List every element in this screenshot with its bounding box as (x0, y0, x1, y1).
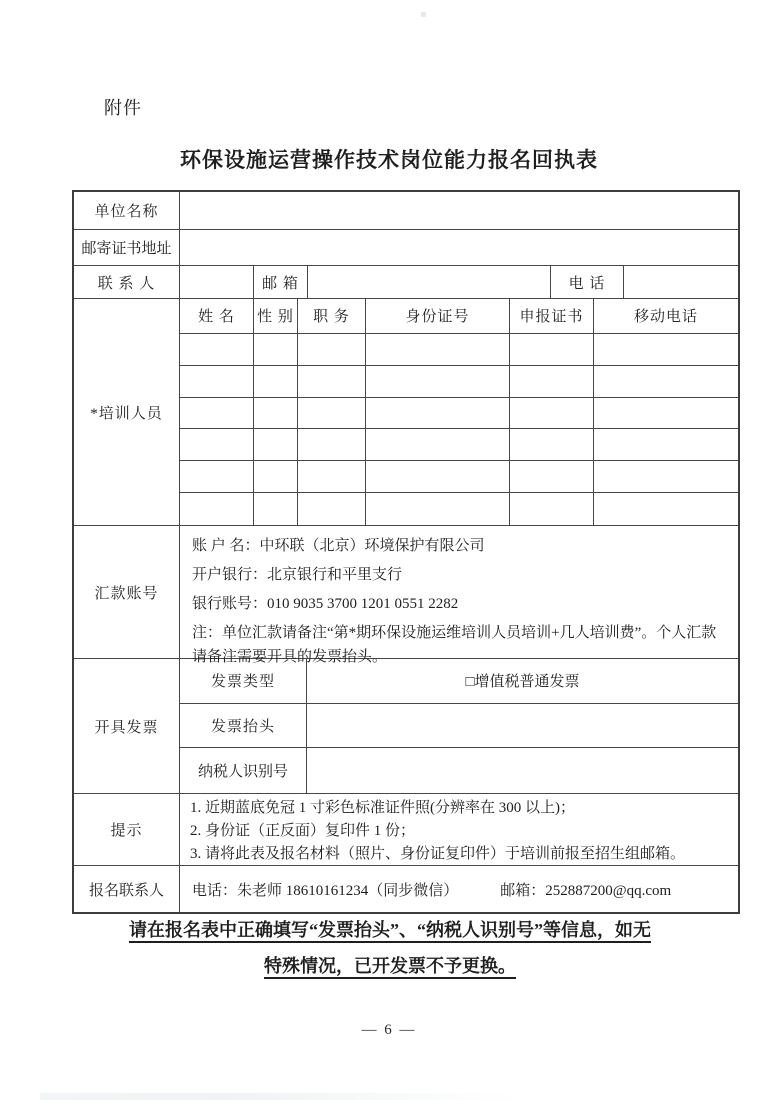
trainee-cell (594, 493, 738, 525)
trainee-cell (298, 493, 366, 525)
registration-contact-details (180, 866, 738, 912)
invoice-title-label: 发票抬头 (180, 704, 307, 748)
trainee-cell (180, 461, 254, 492)
trainee-cell (254, 429, 298, 460)
tips-list (180, 794, 738, 865)
taxpayer-id-label: 纳税人识别号 (180, 748, 307, 793)
trainees-label: *培训人员 (74, 299, 180, 525)
unit-name-field (180, 192, 738, 229)
trainee-cell (594, 429, 738, 460)
trainee-cell (180, 398, 254, 429)
trainee-cell (180, 493, 254, 525)
tip-line: 3. 请将此表及报名材料（照片、身份证复印件）于培训前报至招生组邮箱。 (190, 846, 686, 862)
trainee-cell (298, 461, 366, 492)
phone-label: 电 话 (551, 266, 624, 298)
trainee-cell (366, 461, 510, 492)
col-header-mobile: 移动电话 (633, 309, 698, 326)
tip-line: 2. 身份证（正反面）复印件 1 份； (190, 823, 416, 839)
remittance-details (180, 526, 738, 665)
trainee-cell (510, 398, 594, 429)
col-header-id-number: 身份证号 (366, 299, 510, 333)
taxpayer-id-row (180, 748, 738, 793)
mailing-address-row (74, 230, 738, 266)
attachment-label: 附件 (104, 98, 142, 118)
phone-field (624, 266, 738, 298)
scan-artifact (421, 12, 426, 17)
trainee-cell (594, 461, 738, 492)
invoice-title-row (180, 704, 738, 749)
trainee-cell (180, 366, 254, 397)
mailing-address-field (180, 230, 738, 265)
registration-contact-phone: 电话：朱老师 18610161234（同步微信） (192, 882, 459, 899)
invoice-title-field (307, 704, 738, 748)
email-field (308, 266, 551, 298)
trainee-cell (510, 366, 594, 397)
unit-name-row (74, 192, 738, 230)
trainee-cell (594, 334, 738, 365)
trainee-cell (180, 429, 254, 460)
trainee-cell (254, 366, 298, 397)
invoice-type-value: □增值税普通发票 (465, 674, 580, 691)
registration-contact-email: 邮箱：252887200@qq.com (500, 882, 672, 899)
col-header-certificate: 申报证书 (510, 299, 594, 333)
trainee-row (180, 461, 738, 493)
taxpayer-id-field (307, 748, 738, 793)
trainee-cell (510, 493, 594, 525)
trainee-cell (366, 429, 510, 460)
footer-note-line1: 请在报名表中正确填写“发票抬头”、“纳税人识别号”等信息，如无 (129, 920, 651, 940)
trainee-cell (366, 398, 510, 429)
trainee-cell (594, 366, 738, 397)
col-header-position: 职 务 (298, 299, 366, 333)
trainee-cell (298, 334, 366, 365)
trainees-header-row (180, 299, 738, 334)
invoice-type-label: 发票类型 (180, 659, 307, 703)
page-title: 环保设施运营操作技术岗位能力报名回执表 (180, 148, 598, 172)
contact-field (180, 266, 254, 298)
tips-label: 提示 (74, 794, 180, 865)
trainee-cell (366, 493, 510, 525)
trainee-cell (594, 398, 738, 429)
trainee-cell (366, 334, 510, 365)
remittance-account-name: 账 户 名：中环联（北京）环境保护有限公司 (192, 538, 485, 554)
trainees-section (74, 299, 738, 526)
col-header-name: 姓 名 (180, 299, 254, 333)
trainee-cell (298, 429, 366, 460)
unit-name-label: 单位名称 (74, 192, 180, 229)
tips-section (74, 794, 738, 866)
remittance-account-number: 银行账号：010 9035 3700 1201 0551 2282 (192, 596, 459, 612)
scan-edge-artifact (40, 1093, 640, 1100)
remittance-label: 汇款账号 (74, 526, 180, 658)
trainee-cell (366, 366, 510, 397)
contact-row (74, 266, 738, 299)
trainee-cell (510, 334, 594, 365)
contact-label: 联 系 人 (74, 266, 180, 298)
trainee-cell (254, 493, 298, 525)
invoice-section (74, 659, 738, 794)
registration-contact-label: 报名联系人 (74, 866, 180, 912)
trainee-cell (180, 334, 254, 365)
footer-note-line2: 特殊情况，已开发票不予更换。 (264, 956, 516, 976)
trainee-row (180, 366, 738, 398)
registration-contact-row (74, 866, 738, 912)
trainee-row (180, 334, 738, 366)
remittance-bank: 开户银行：北京银行和平里支行 (192, 567, 403, 583)
trainee-cell (254, 461, 298, 492)
footer-note (60, 912, 720, 984)
trainee-row (180, 429, 738, 461)
invoice-rows (180, 659, 738, 793)
remittance-note: 注：单位汇款请备注“第*期环保设施运维培训人员培训+几人培训费”。个人汇款请备注需要开具的发票抬头。 (192, 625, 717, 665)
trainee-row (180, 398, 738, 430)
trainees-grid (180, 299, 738, 525)
trainee-row (180, 493, 738, 525)
trainee-cell (254, 398, 298, 429)
email-label: 邮 箱 (254, 266, 308, 298)
col-header-gender: 性 别 (254, 299, 298, 333)
invoice-label: 开具发票 (74, 659, 180, 793)
mailing-address-label: 邮寄证书地址 (74, 230, 180, 265)
trainee-cell (510, 461, 594, 492)
trainee-cell (298, 366, 366, 397)
tip-line: 1. 近期蓝底免冠 1 寸彩色标准证件照(分辨率在 300 以上)； (190, 800, 575, 816)
page-number: — 6 — (361, 1022, 417, 1038)
trainee-cell (510, 429, 594, 460)
registration-form-table (72, 190, 740, 914)
trainee-cell (254, 334, 298, 365)
trainee-cell (298, 398, 366, 429)
remittance-section (74, 526, 738, 665)
invoice-type-row (180, 659, 738, 704)
